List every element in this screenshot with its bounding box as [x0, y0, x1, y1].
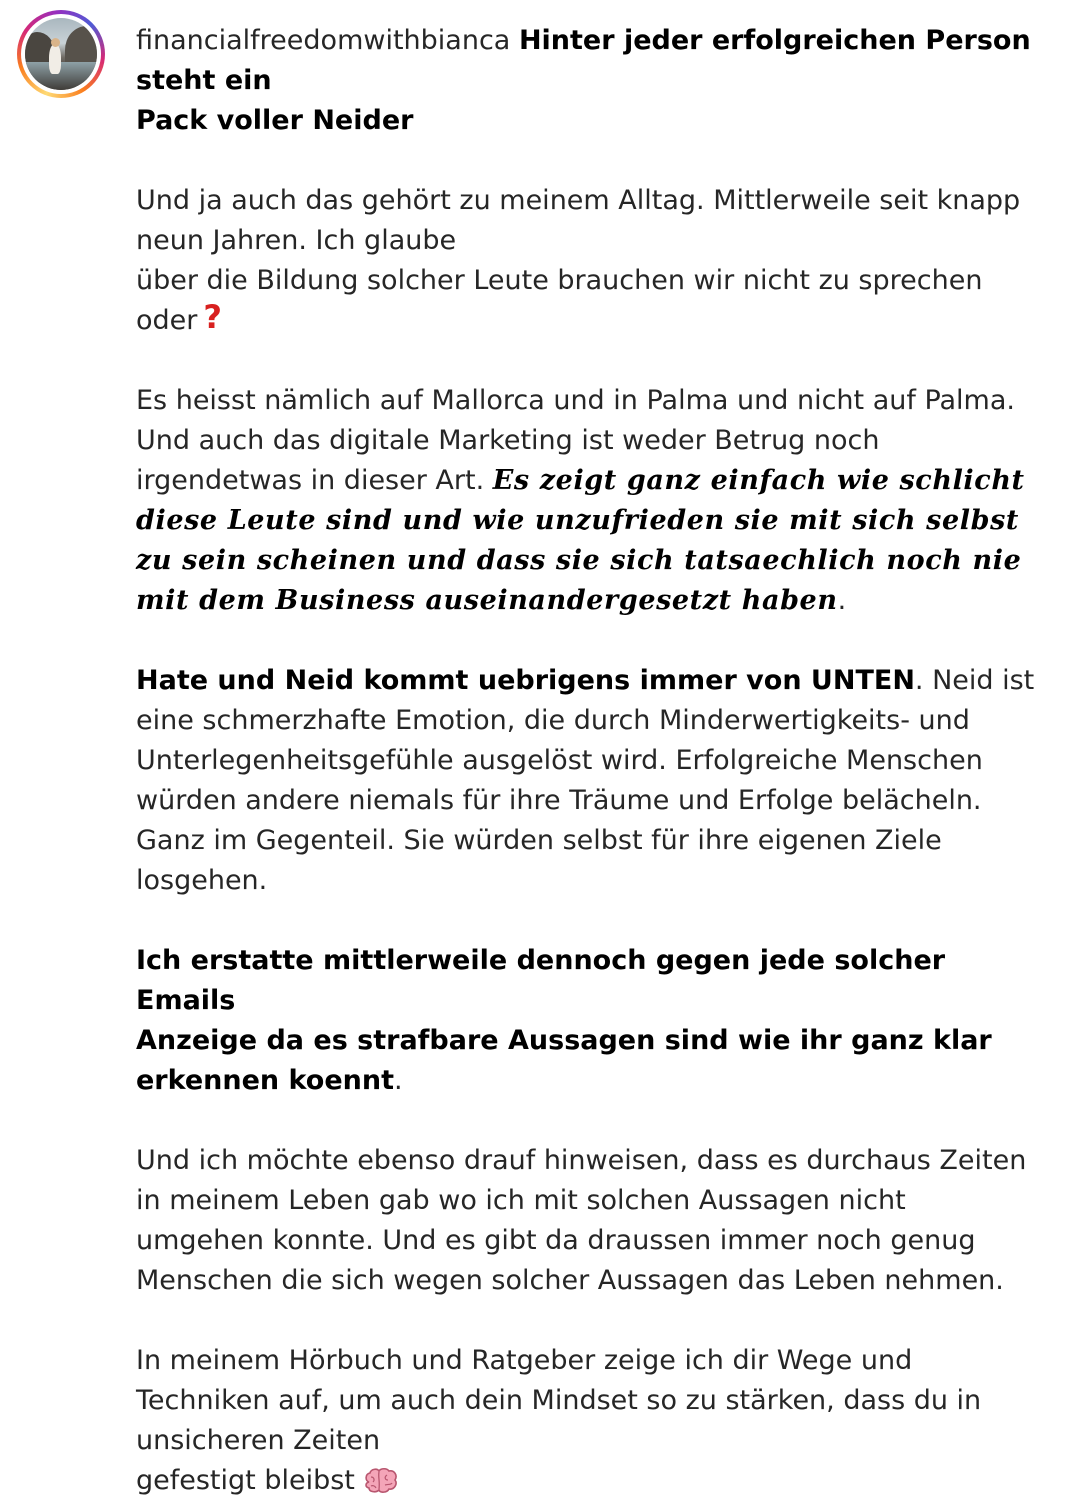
p3-line-1-rest: . Neid ist — [914, 665, 1035, 696]
p3-line-6: losgehen. — [136, 865, 268, 896]
username-link[interactable]: financialfreedomwithbianca — [136, 25, 511, 56]
p3-line-5: Ganz im Gegenteil. Sie würden selbst für ihre eigenen Ziele — [136, 825, 942, 856]
p4-line-1: Ich erstatte mittlerweile dennoch gegen jede solcher Emails — [136, 945, 946, 1016]
p4-line-2: Anzeige da es strafbare Aussagen sind wie ihr ganz klar — [136, 1025, 992, 1056]
p3-line-4: würden andere niemals für ihre Träume und Erfolge belächeln. — [136, 785, 982, 816]
p2-emphasis-line-4: mit dem Business auseinandergesetzt haben — [136, 585, 838, 616]
headline-line-1: Hinter jeder erfolgreichen Person — [518, 25, 1031, 56]
p2-line-3: irgendetwas in dieser Art. — [136, 465, 485, 496]
p5-line-3: umgehen konnte. Und es gibt da draussen immer noch genug — [136, 1225, 976, 1256]
avatar[interactable] — [25, 18, 97, 90]
paragraph-gap — [136, 621, 1046, 661]
avatar-sea — [25, 62, 97, 90]
post-caption — [136, 21, 1046, 1501]
caption-paragraph-2 — [136, 381, 1046, 621]
caption-paragraph-3 — [136, 661, 1046, 901]
paragraph-gap — [136, 901, 1046, 941]
p1-line-1: Und ja auch das gehört zu meinem Alltag. Mittlerweile seit knapp — [136, 185, 1021, 216]
p3-line-2: eine schmerzhafte Emotion, die durch Minderwertigkeits- und — [136, 705, 970, 736]
p1-line-2: neun Jahren. Ich glaube — [136, 225, 457, 256]
p5-line-2: in meinem Leben gab wo ich mit solchen Aussagen nicht — [136, 1185, 906, 1216]
caption-paragraph-6 — [136, 1341, 1046, 1501]
p2-line-1: Es heisst nämlich auf Mallorca und in Palma und nicht auf Palma. — [136, 385, 1015, 416]
paragraph-gap — [136, 1101, 1046, 1141]
avatar-ring-gap — [21, 14, 101, 94]
p5-line-4: Menschen die sich wegen solcher Aussagen das Leben nehmen. — [136, 1265, 1004, 1296]
paragraph-gap — [136, 1301, 1046, 1341]
caption-headline — [136, 21, 1046, 141]
caption-paragraph-5 — [136, 1141, 1046, 1301]
p6-line-3: unsicheren Zeiten — [136, 1425, 381, 1456]
p3-bold-statement: Hate und Neid kommt uebrigens immer von UNTEN — [136, 665, 915, 696]
p6-line-1: In meinem Hörbuch und Ratgeber zeige ich dir Wege und — [136, 1345, 913, 1376]
p2-emphasis-line-3: zu sein scheinen und dass sie sich tatsaechlich noch nie — [136, 545, 1022, 576]
caption-paragraph-1 — [136, 181, 1046, 341]
paragraph-gap — [136, 141, 1046, 181]
paragraph-gap — [136, 341, 1046, 381]
p4-line-3: erkennen koennt — [136, 1065, 394, 1096]
red-question-mark-icon: ? — [203, 298, 222, 336]
p1-line-3: über die Bildung solcher Leute brauchen wir nicht zu sprechen — [136, 265, 983, 296]
p2-line-end: . — [837, 585, 847, 616]
p1-line-4: oder — [136, 305, 198, 336]
p2-line-2: Und auch das digitale Marketing ist weder Betrug noch — [136, 425, 880, 456]
caption-paragraph-4 — [136, 941, 1046, 1101]
headline-line-3: Pack voller Neider — [136, 105, 414, 136]
avatar-figure — [49, 44, 61, 74]
p2-emphasis-line-1: Es zeigt ganz einfach wie schlicht — [492, 465, 1025, 496]
headline-line-2: steht ein — [136, 65, 272, 96]
avatar-rock-right — [65, 26, 97, 66]
p4-line-end: . — [394, 1065, 403, 1096]
avatar-story-ring[interactable] — [17, 10, 105, 98]
p5-line-1: Und ich möchte ebenso drauf hinweisen, dass es durchaus Zeiten — [136, 1145, 1027, 1176]
p6-line-4: gefestigt bleibst — [136, 1465, 355, 1496]
p6-line-2: Techniken auf, um auch dein Mindset so zu stärken, dass du in — [136, 1385, 982, 1416]
brain-icon — [363, 1467, 399, 1495]
p2-emphasis-line-2: diese Leute sind und wie unzufrieden sie mit sich selbst — [136, 505, 1019, 536]
avatar-figure-head — [51, 38, 60, 47]
p3-line-3: Unterlegenheitsgefühle ausgelöst wird. Erfolgreiche Menschen — [136, 745, 983, 776]
